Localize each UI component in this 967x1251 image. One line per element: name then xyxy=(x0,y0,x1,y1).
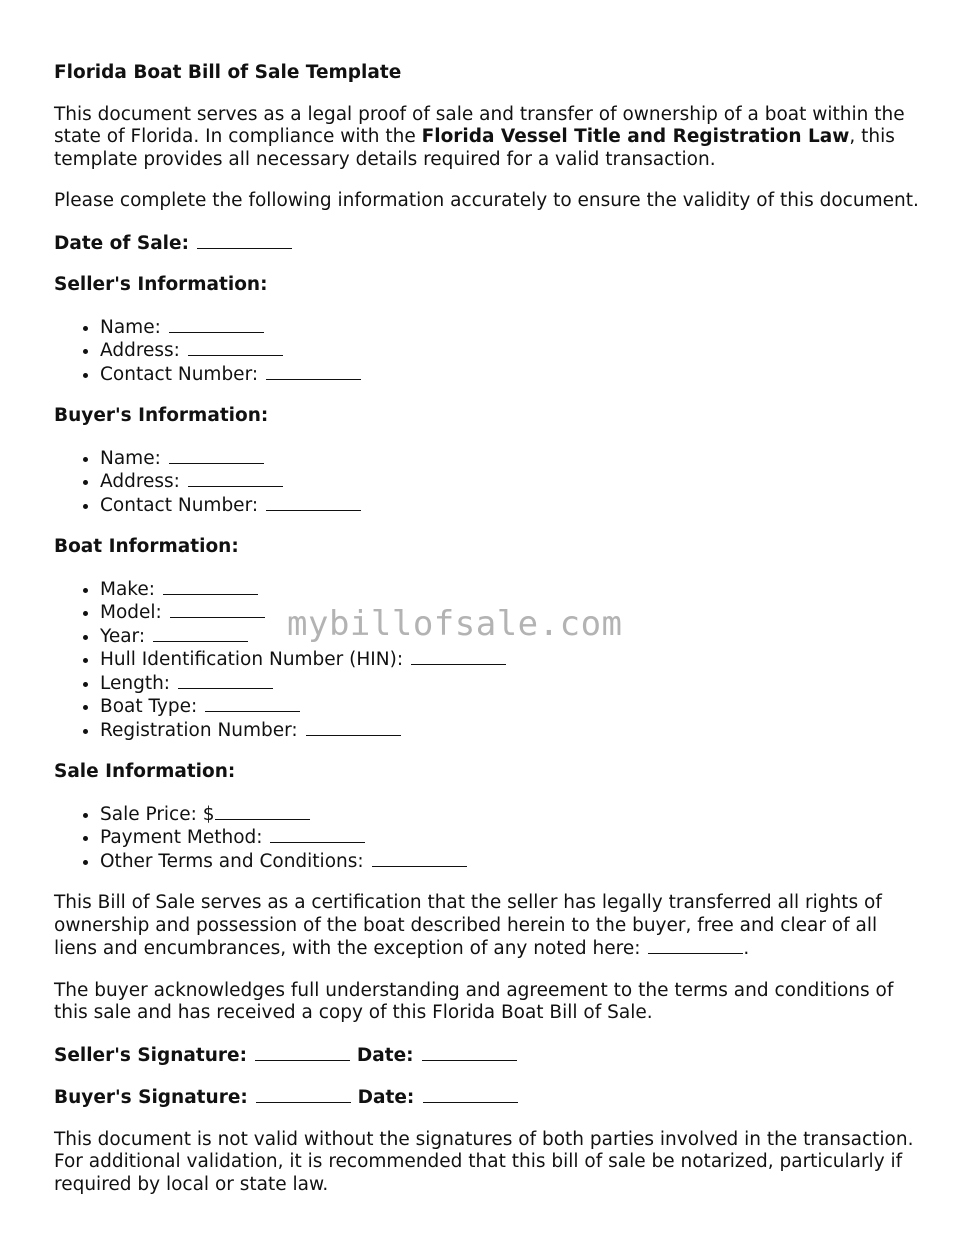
boat-make-blank[interactable] xyxy=(163,578,258,595)
payment-method-label: Payment Method: xyxy=(100,827,263,848)
seller-date-label: Date: xyxy=(356,1044,414,1066)
buyer-contact-label: Contact Number: xyxy=(100,494,259,516)
date-of-sale-line xyxy=(54,232,924,256)
list-item xyxy=(100,470,924,494)
instructions-paragraph: Please complete the following information accurately to ensure the validity of this document. xyxy=(54,190,919,211)
certification-text: This Bill of Sale serves as a certification that the seller has legally transferred all rights of ownership and possession of the boat described herein to the buyer, free and clear of all liens and encumbrances, with the exception of any noted here: xyxy=(54,892,882,959)
list-item xyxy=(100,803,924,827)
date-of-sale-label: Date of Sale: xyxy=(54,232,189,254)
list-item xyxy=(100,494,924,518)
sale-price-label: Sale Price: $ xyxy=(100,803,215,825)
seller-fields-list xyxy=(54,316,924,387)
buyer-heading: Buyer's Information: xyxy=(54,405,269,426)
seller-address-label: Address: xyxy=(100,340,180,361)
boat-length-blank[interactable] xyxy=(178,672,273,689)
list-item xyxy=(100,363,924,387)
seller-address-blank[interactable] xyxy=(188,339,283,356)
boat-make-label: Make: xyxy=(100,578,155,600)
buyer-signature-label: Buyer's Signature: xyxy=(54,1087,248,1108)
boat-hin-label: Hull Identification Number (HIN): xyxy=(100,649,404,670)
list-item xyxy=(100,339,924,363)
payment-method-blank[interactable] xyxy=(270,826,365,843)
buyer-address-label: Address: xyxy=(100,471,180,492)
seller-signature-blank[interactable] xyxy=(255,1044,350,1061)
buyer-date-label: Date: xyxy=(357,1087,415,1108)
other-terms-blank[interactable] xyxy=(372,850,467,867)
buyer-address-blank[interactable] xyxy=(188,470,283,487)
seller-contact-label: Contact Number: xyxy=(100,363,259,385)
law-name: Florida Vessel Title and Registration Law xyxy=(421,126,850,147)
buyer-name-label: Name: xyxy=(100,447,161,469)
sale-price-blank[interactable] xyxy=(215,803,310,820)
seller-name-label: Name: xyxy=(100,316,161,338)
watermark: mybillofsale.com xyxy=(287,604,623,644)
seller-heading: Seller's Information: xyxy=(54,274,268,295)
exceptions-blank[interactable] xyxy=(648,937,743,954)
buyer-contact-blank[interactable] xyxy=(266,494,361,511)
boat-hin-blank[interactable] xyxy=(411,648,506,665)
boat-model-label: Model: xyxy=(100,602,162,623)
seller-signature-label: Seller's Signature: xyxy=(54,1044,247,1066)
list-item xyxy=(100,447,924,471)
seller-signature-line xyxy=(54,1044,924,1068)
acknowledgment-paragraph: The buyer acknowledges full understanding and agreement to the terms and conditions of this sale and has received a copy of this Florida Boat Bill of Sale. xyxy=(54,979,894,1023)
list-item xyxy=(100,672,924,696)
buyer-signature-blank[interactable] xyxy=(256,1086,351,1103)
seller-contact-blank[interactable] xyxy=(266,363,361,380)
list-item xyxy=(100,648,924,672)
intro-text-part1: This document serves as a legal proof of sale and transfer of ownership of a boat within the state of Florida. In compliance with the xyxy=(54,103,905,147)
boat-length-label: Length: xyxy=(100,672,171,694)
buyer-fields-list xyxy=(54,447,924,518)
boat-type-label: Boat Type: xyxy=(100,696,198,717)
sale-fields-list xyxy=(54,803,924,874)
document-title: Florida Boat Bill of Sale Template xyxy=(54,62,402,83)
certification-end: . xyxy=(743,938,750,959)
buyer-date-blank[interactable] xyxy=(423,1086,518,1103)
other-terms-label: Other Terms and Conditions: xyxy=(100,850,364,872)
seller-date-blank[interactable] xyxy=(422,1044,517,1061)
boat-heading: Boat Information: xyxy=(54,536,239,557)
list-item xyxy=(100,578,924,602)
intro-paragraph xyxy=(54,104,924,172)
buyer-signature-line xyxy=(54,1086,924,1110)
intro-text-part2: , this template provides all necessary details required for a valid transaction. xyxy=(54,126,895,170)
boat-registration-blank[interactable] xyxy=(306,719,401,736)
list-item xyxy=(100,316,924,340)
list-item xyxy=(100,850,924,874)
list-item xyxy=(100,719,924,743)
boat-type-blank[interactable] xyxy=(205,695,300,712)
certification-paragraph xyxy=(54,892,924,961)
date-of-sale-blank[interactable] xyxy=(197,232,292,249)
buyer-name-blank[interactable] xyxy=(169,447,264,464)
list-item xyxy=(100,695,924,719)
list-item xyxy=(100,826,924,850)
boat-registration-label: Registration Number: xyxy=(100,719,298,741)
boat-model-blank[interactable] xyxy=(170,601,265,618)
sale-heading: Sale Information: xyxy=(54,761,236,782)
closing-paragraph: This document is not valid without the signatures of both parties involved in the transaction. For additional validation, it is recommended that this bill of sale be notarized, particularly if required by local or state law. xyxy=(54,1128,914,1195)
boat-year-blank[interactable] xyxy=(153,625,248,642)
boat-year-label: Year: xyxy=(100,625,146,647)
seller-name-blank[interactable] xyxy=(169,316,264,333)
boat-fields-list xyxy=(54,578,924,743)
